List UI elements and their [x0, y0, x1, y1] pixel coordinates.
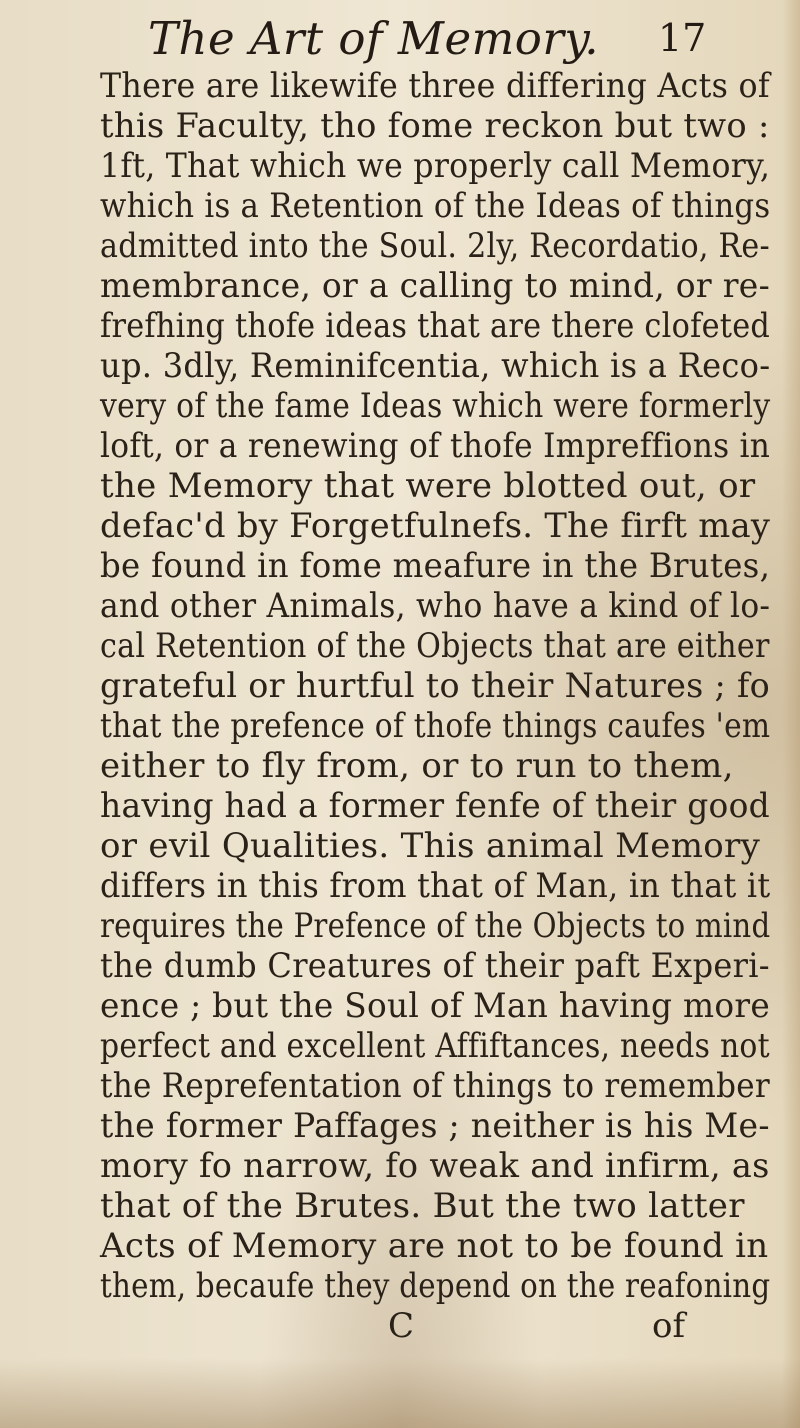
text-line: that the prefence of thofe things caufes 'em	[100, 706, 771, 746]
signature-mark: C	[388, 1306, 415, 1346]
text-line: up. 3dly, Reminifcentia, which is a Reco-	[100, 346, 771, 386]
text-line: the Memory that were blotted out, or	[100, 466, 756, 506]
text-line: having had a former fenfe of their good	[100, 786, 771, 826]
catchword: of	[652, 1306, 686, 1346]
page-bottom-shadow	[0, 1358, 800, 1428]
text-line: Acts of Memory are not to be found in	[100, 1226, 769, 1266]
text-line: frefhing thofe ideas that are there clofeted	[100, 306, 771, 346]
page-edge-shadow	[782, 0, 800, 1428]
text-line: and other Animals, who have a kind of lo-	[100, 586, 771, 626]
text-line: membrance, or a calling to mind, or re-	[100, 266, 771, 306]
text-line: that of the Brutes. But the two latter	[100, 1186, 745, 1226]
text-line: differs in this from that of Man, in that it	[100, 866, 771, 906]
text-line: admitted into the Soul. 2ly, Recordatio, Re-	[100, 226, 770, 266]
text-line: There are likewife three differing Acts of	[100, 66, 770, 106]
text-line: this Faculty, tho fome reckon but two :	[100, 106, 770, 146]
text-line: defac'd by Forgetfulnefs. The firft may	[100, 506, 771, 546]
text-line: them, becaufe they depend on the reafoning	[100, 1266, 771, 1306]
page-header	[0, 12, 800, 66]
text-line: requires the Prefence of the Objects to mind	[100, 906, 771, 946]
text-line: 1ft, That which we properly call Memory,	[100, 146, 771, 186]
text-line: the Reprefentation of things to remember	[100, 1066, 770, 1106]
text-line: be found in fome meafure in the Brutes,	[100, 546, 771, 586]
text-line: ence ; but the Soul of Man having more	[100, 986, 771, 1026]
text-line: grateful or hurtful to their Natures ; fo	[100, 666, 771, 706]
text-line: loft, or a renewing of thofe Impreffions in	[100, 426, 771, 466]
text-line: which is a Retention of the Ideas of things	[100, 186, 771, 226]
text-line: mory fo narrow, fo weak and infirm, as	[100, 1146, 770, 1186]
running-title: The Art of Memory.	[148, 12, 600, 65]
text-line: the dumb Creatures of their paft Experi-	[100, 946, 770, 986]
text-line: either to fly from, or to run to them,	[100, 746, 734, 786]
page-number: 17	[658, 16, 707, 60]
text-line: the former Paffages ; neither is his Me-	[100, 1106, 770, 1146]
text-line: perfect and excellent Affiftances, needs not	[100, 1026, 770, 1066]
text-line: very of the fame Ideas which were formerly	[100, 386, 771, 426]
text-line: or evil Qualities. This animal Memory	[100, 826, 761, 866]
text-line: cal Retention of the Objects that are either	[100, 626, 770, 666]
